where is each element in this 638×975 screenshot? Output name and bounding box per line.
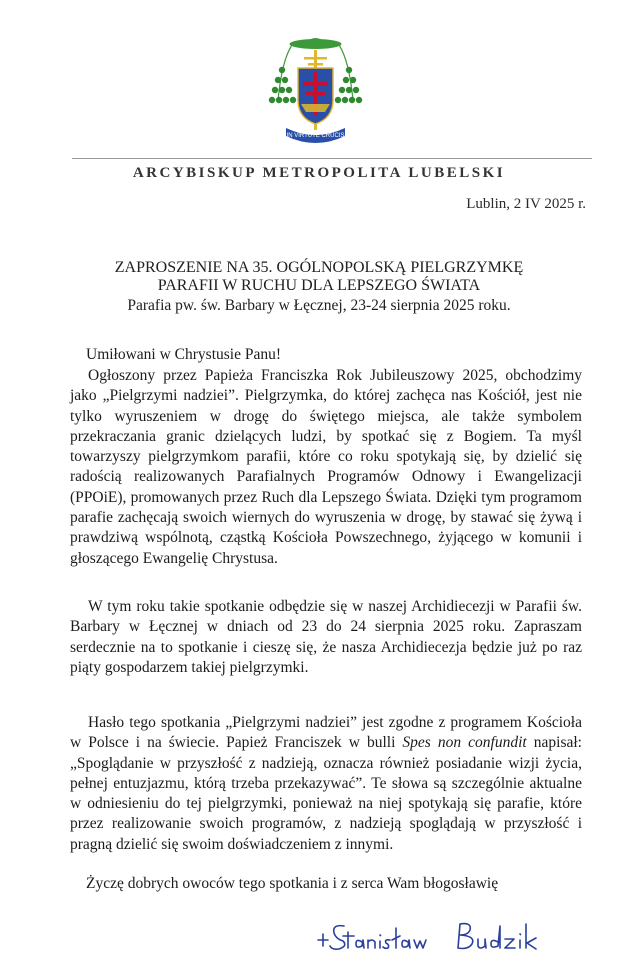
closing-line: Życzę dobrych owoców tego spotkania i z serca Wam błogosławię xyxy=(86,875,499,892)
bull-title: Spes non confundit xyxy=(402,734,527,752)
paragraph-1: Ogłoszony przez Papieża Franciszka Rok Jubileuszowy 2025, obchodzimy jako „Pielgrzymi nadziei”. Pielgrzymka, do której zachęca nas Kościół, jest nie tylko wyruszeniem w drogę do świętego miejsca, ale także symbolem przekraczania granic dzielących ludzi, by spotkać się z Bogiem. Ta myśl towarzyszy pielgrzymkom parafii, które co roku spotykają się, by dzielić się radością realizowanych Parafialnych Programów Odnowy i Ewangelizacji (PPOiE), promowanych przez Ruch dla Lepszego Świata. Dzięki tym programom parafie zachęcają swoich wiernych do wyruszenia w drogę, by stawać się żywą i prawdziwą wspólnotą, cząstką Kościoła Powszechnego, żyjącego w komunii i głoszącego Ewangelię Chrystusa. xyxy=(70,367,582,567)
handwritten-signature xyxy=(310,914,560,959)
letter-date: Lublin, 2 IV 2025 r. xyxy=(466,196,586,212)
letterhead-title: ARCYBISKUP METROPOLITA LUBELSKI xyxy=(132,165,506,181)
archbishop-coat-of-arms xyxy=(268,30,363,145)
letterhead-rule xyxy=(72,158,592,159)
paragraph-3 xyxy=(70,713,582,855)
heading-line-2: PARAFII W RUCHU DLA LEPSZEGO ŚWIATA xyxy=(157,277,481,294)
heading-line-1: ZAPROSZENIE NA 35. OGÓLNOPOLSKĄ PIELGRZYMKĘ xyxy=(114,259,524,276)
paragraph-3-start: Hasło tego spotkania „Pielgrzymi nadziei” jest zgodne z programem Kościoła w Polsce i na świecie. Papież Franciszek w bulli xyxy=(70,714,582,752)
paragraph-3-end: napisał: „Spoglądanie w przyszłość z nadzieją, oznacza również posiadanie wizji życia, pełnej entuzjazmu, którą trzeba przekazywać”. Te słowa są szczególnie aktualne w odniesieniu do tej pielgrzymki, ponieważ na niej spotykają się parafie, które przez realizowanie swoich programów, z nadzieją spoglądają w przyszłość i pragną dzielić się swoim doświadczeniem z innymi. xyxy=(70,734,582,853)
paragraph-2: W tym roku takie spotkanie odbędzie się w naszej Archidiecezji w Parafii św. Barbary w Łęcznej w dniach od 23 do 24 sierpnia 2025 roku. Zapraszam serdecznie na to spotkanie i cieszę się, że nasza Archidiecezja będzie już po raz piąty gospodarzem takiej pielgrzymki. xyxy=(70,598,582,676)
heading-line-3: Parafia pw. św. Barbary w Łęcznej, 23-24 sierpnia 2025 roku. xyxy=(127,297,511,314)
motto-text: IN VIRTUTE CRUCIS xyxy=(286,133,345,139)
salutation: Umiłowani w Chrystusie Panu! xyxy=(86,346,282,363)
